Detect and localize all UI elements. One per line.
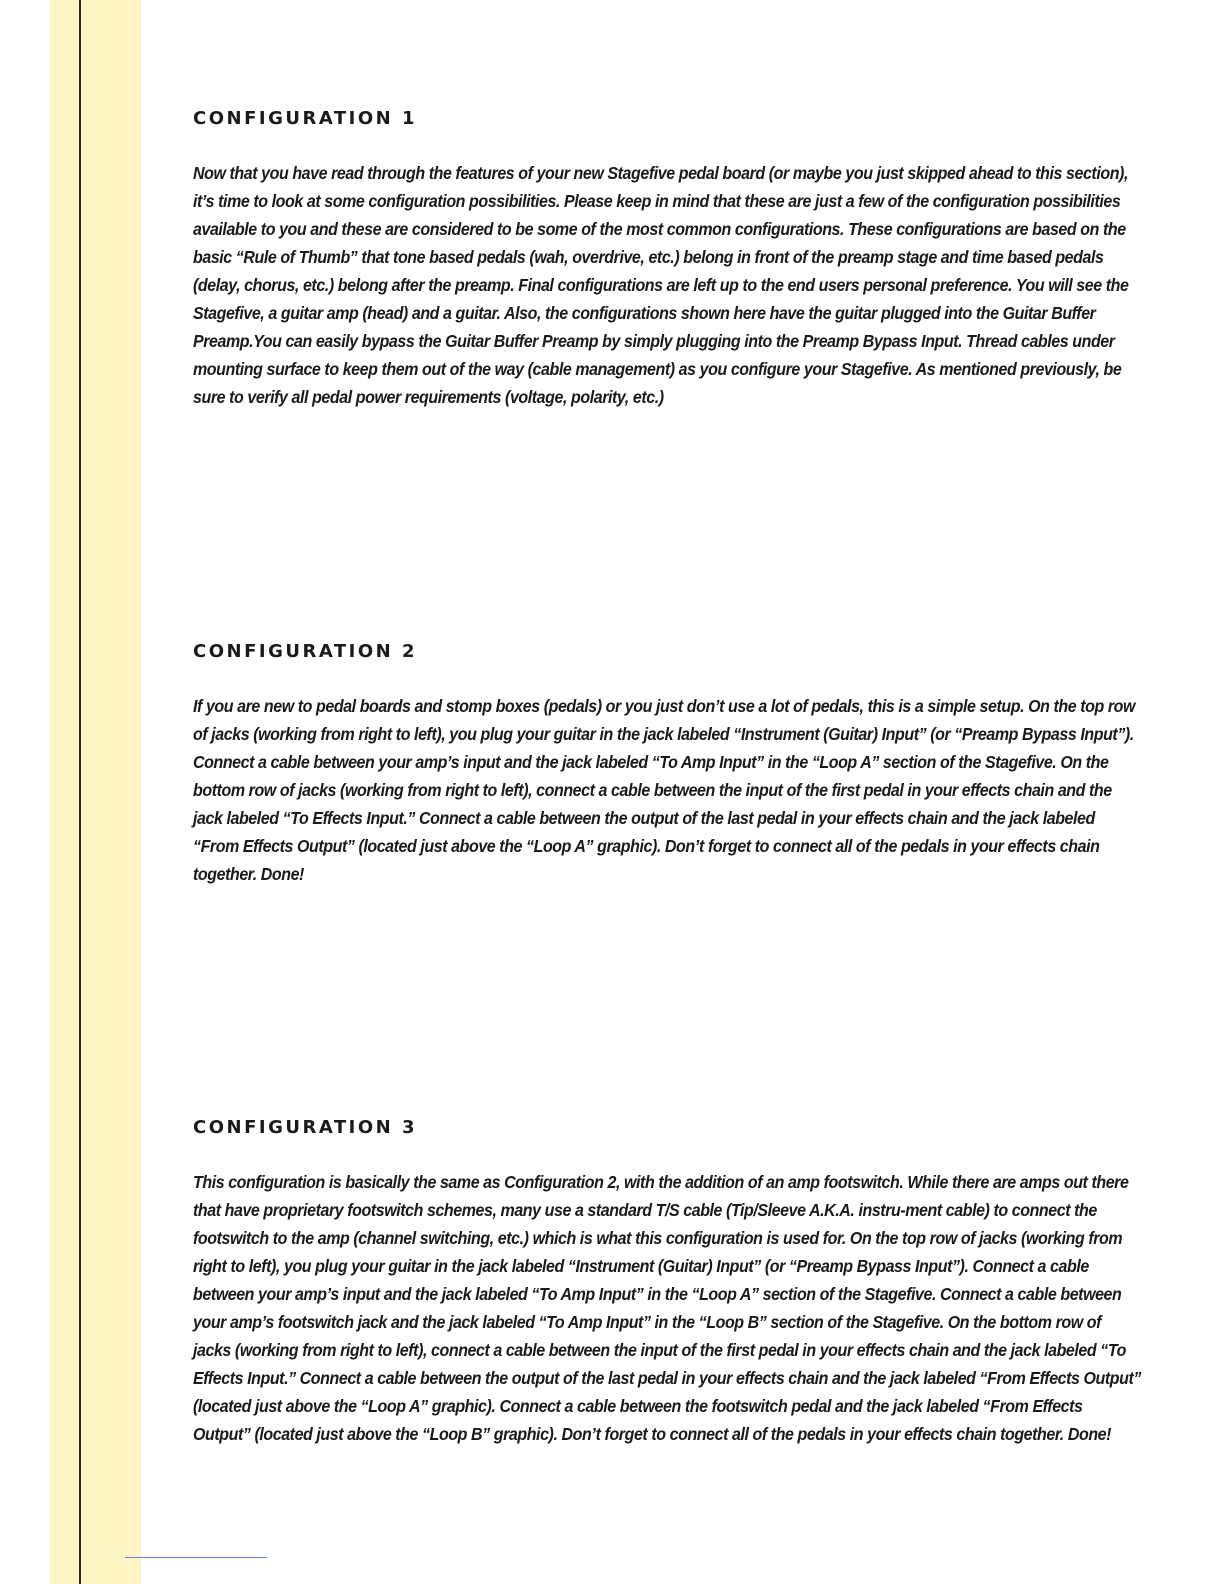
- configuration-2-heading: CONFIGURATION 2: [193, 641, 417, 662]
- footer-rule: [125, 1557, 267, 1558]
- configuration-3-body: This configuration is basically the same as Configuration 2, with the addition of an amp footswitch. While there are amps out there that have proprietary footswitch schemes, many use a standard T/S cable (Tip/Sleeve A.K.A. instru-ment cable) to connect the footswitch to the amp (channel switching, etc.) which is what this configuration is used for. On the top row of jacks (working from right to left), you plug your guitar in the jack labeled “Instrument (Guitar) Input” (or “Preamp Bypass Input”). Connect a cable between your amp’s input and the jack labeled “To Amp Input” in the “Loop A” section of the Stagefive. Connect a cable between your amp’s footswitch jack and the jack labeled “To Amp Input” in the “Loop B” section of the Stagefive. On the bottom row of jacks (working from right to left), connect a cable between the input of the first pedal in your effects chain and the jack labeled “To Effects Input.” Connect a cable between the output of the last pedal in your effects chain and the jack labeled “From Effects Output” (located just above the “Loop A” graphic). Connect a cable between the footswitch pedal and the jack labeled “From Effects Output” (located just above the “Loop B” graphic). Don’t forget to connect all of the pedals in your effects chain together. Done!: [193, 1172, 1141, 1444]
- configuration-1-section: [193, 108, 1143, 411]
- configuration-2-section: [193, 641, 1143, 888]
- margin-band: [50, 0, 141, 1584]
- configuration-1-heading: CONFIGURATION 1: [193, 108, 417, 129]
- margin-rule: [79, 0, 81, 1584]
- configuration-1-body: Now that you have read through the features of your new Stagefive pedal board (or maybe you just skipped ahead to this section), it’s time to look at some configuration possibilities. Please keep in mind that these are just a few of the configuration possibilities available to you and these are considered to be some of the most common configurations. These configurations are based on the basic “Rule of Thumb” that tone based pedals (wah, overdrive, etc.) belong in front of the preamp stage and time based pedals (delay, chorus, etc.) belong after the preamp. Final configurations are left up to the end users personal preference. You will see the Stagefive, a guitar amp (head) and a guitar. Also, the configurations shown here have the guitar plugged into the Guitar Buffer Preamp.You can easily bypass the Guitar Buffer Preamp by simply plugging into the Preamp Bypass Input. Thread cables under mounting surface to keep them out of the way (cable management) as you configure your Stagefive. As mentioned previously, be sure to verify all pedal power requirements (voltage, polarity, etc.): [193, 163, 1129, 407]
- configuration-3-heading: CONFIGURATION 3: [193, 1117, 417, 1138]
- configuration-2-body: If you are new to pedal boards and stomp boxes (pedals) or you just don’t use a lot of pedals, this is a simple setup. On the top row of jacks (working from right to left), you plug your guitar in the jack labeled “Instrument (Guitar) Input” (or “Preamp Bypass Input”). Connect a cable between your amp’s input and the jack labeled “To Amp Input” in the “Loop A” section of the Stagefive. On the bottom row of jacks (working from right to left), connect a cable between the input of the first pedal in your effects chain and the jack labeled “To Effects Input.” Connect a cable between the output of the last pedal in your effects chain and the jack labeled “From Effects Output” (located just above the “Loop A” graphic). Don’t forget to connect all of the pedals in your effects chain together. Done!: [193, 696, 1136, 884]
- configuration-3-section: [193, 1117, 1143, 1448]
